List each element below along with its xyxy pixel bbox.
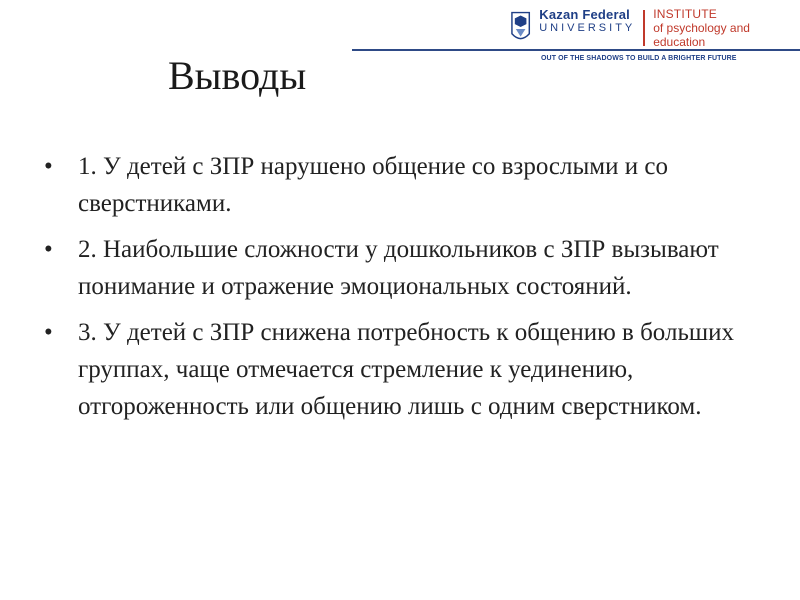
slogan: OUT OF THE SHADOWS TO BUILD A BRIGHTER FUTURE: [541, 55, 737, 62]
header-divider: [352, 49, 800, 51]
bullet-item-1: [44, 148, 764, 222]
bullet-item-3: [44, 314, 764, 425]
institute-name-line2: of psychology and education: [653, 20, 750, 49]
slide-title: Выводы: [168, 53, 307, 98]
kfu-emblem-icon: [510, 10, 531, 46]
bullet-text: 1. У детей с ЗПР нарушено общение со взрослыми и со сверстниками.: [78, 153, 668, 217]
bullet-item-2: [44, 231, 764, 305]
institute-name: [653, 8, 800, 49]
bullet-text: 2. Наибольшие сложности у дошкольников с ЗПР вызывают понимание и отражение эмоциональных состояний.: [78, 236, 719, 300]
university-name-line2: UNIVERSITY: [539, 22, 636, 35]
bullet-marker: •: [44, 319, 53, 346]
institute-name-line1: INSTITUTE: [653, 7, 717, 21]
university-name: [539, 8, 635, 34]
kfu-logo: [510, 8, 800, 49]
university-name-line1: Kazan Federal: [539, 7, 630, 22]
bullet-text: 3. У детей с ЗПР снижена потребность к общению в больших группах, чаще отмечается стремление к уединению, отгороженность или общению лишь с одним сверстником.: [78, 319, 734, 420]
logo-divider: [643, 10, 645, 46]
bullet-marker: •: [44, 236, 53, 263]
bullet-marker: •: [44, 153, 53, 180]
bullet-list: [44, 148, 764, 434]
